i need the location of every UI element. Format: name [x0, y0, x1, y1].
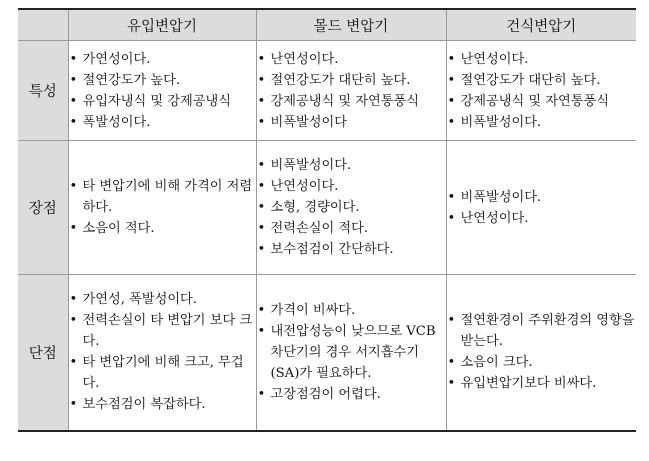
list-item: • 난연성이다. — [447, 49, 637, 70]
cell-dry — [446, 275, 636, 431]
transformer-comparison-table — [18, 8, 636, 432]
row-label: 단점 — [18, 275, 68, 431]
cell-mold — [256, 41, 446, 141]
cell-dry — [446, 41, 636, 141]
list-item: • 폭발성이다. — [69, 112, 256, 133]
list-item: • 절연강도가 높다. — [69, 70, 256, 91]
row-characteristics — [18, 41, 636, 141]
list-item: • 고장점검이 어렵다. — [257, 384, 446, 405]
list-item: • 절연강도가 대단히 높다. — [447, 70, 637, 91]
list-item: • 강제공냉식 및 자연통풍식 — [447, 91, 637, 112]
bullet-list — [257, 155, 446, 260]
bullet-list — [447, 310, 637, 394]
bullet-list — [69, 49, 256, 133]
list-item: • 난연성이다. — [257, 49, 446, 70]
row-label: 장점 — [18, 141, 68, 275]
header-mold-transformer: 몰드 변압기 — [256, 9, 446, 41]
list-item: • 난연성이다. — [447, 208, 637, 229]
list-item: • 절연강도가 대단히 높다. — [257, 70, 446, 91]
list-item: • 내전압성능이 낮으므로 VCB차단기의 경우 서지흡수기(SA)가 필요하다. — [257, 321, 446, 384]
bullet-list — [447, 49, 637, 133]
list-item: • 소음이 적다. — [69, 218, 256, 239]
header-oil-transformer: 유입변압기 — [68, 9, 256, 41]
bullet-list — [257, 49, 446, 133]
row-label: 특성 — [18, 41, 68, 141]
list-item: • 가격이 비싸다. — [257, 300, 446, 321]
bullet-list — [69, 176, 256, 239]
cell-mold — [256, 141, 446, 275]
list-item: • 타 변압기에 비해 크고, 무겁다. — [69, 352, 256, 394]
bullet-list — [447, 187, 637, 229]
list-item: • 비폭발성이다. — [257, 155, 446, 176]
bullet-list — [69, 289, 256, 415]
list-item: • 유입변압기보다 비싸다. — [447, 373, 637, 394]
list-item: • 절연환경이 주위환경의 영향을 받는다. — [447, 310, 637, 352]
list-item: • 비폭발성이다. — [447, 112, 637, 133]
list-item: • 가연성이다. — [69, 49, 256, 70]
corner-header — [18, 9, 68, 41]
list-item: • 난연성이다. — [257, 176, 446, 197]
row-disadvantages — [18, 275, 636, 431]
list-item: • 비폭발성이다. — [447, 187, 637, 208]
list-item: • 보수점검이 복잡하다. — [69, 394, 256, 415]
list-item: • 비폭발성이다 — [257, 112, 446, 133]
header-row — [18, 9, 636, 41]
row-advantages — [18, 141, 636, 275]
cell-oil — [68, 41, 256, 141]
header-dry-transformer: 건식변압기 — [446, 9, 636, 41]
list-item: • 타 변압기에 비해 가격이 저렴하다. — [69, 176, 256, 218]
cell-oil — [68, 275, 256, 431]
list-item: • 소형, 경량이다. — [257, 197, 446, 218]
list-item: • 보수점검이 간단하다. — [257, 239, 446, 260]
list-item: • 전력손실이 적다. — [257, 218, 446, 239]
list-item: • 가연성, 폭발성이다. — [69, 289, 256, 310]
cell-oil — [68, 141, 256, 275]
list-item: • 유입자냉식 및 강제공냉식 — [69, 91, 256, 112]
cell-mold — [256, 275, 446, 431]
list-item: • 전력손실이 타 변압기 보다 크다. — [69, 310, 256, 352]
bullet-list — [257, 300, 446, 405]
list-item: • 강제공냉식 및 자연통풍식 — [257, 91, 446, 112]
cell-dry — [446, 141, 636, 275]
list-item: • 소음이 크다. — [447, 352, 637, 373]
